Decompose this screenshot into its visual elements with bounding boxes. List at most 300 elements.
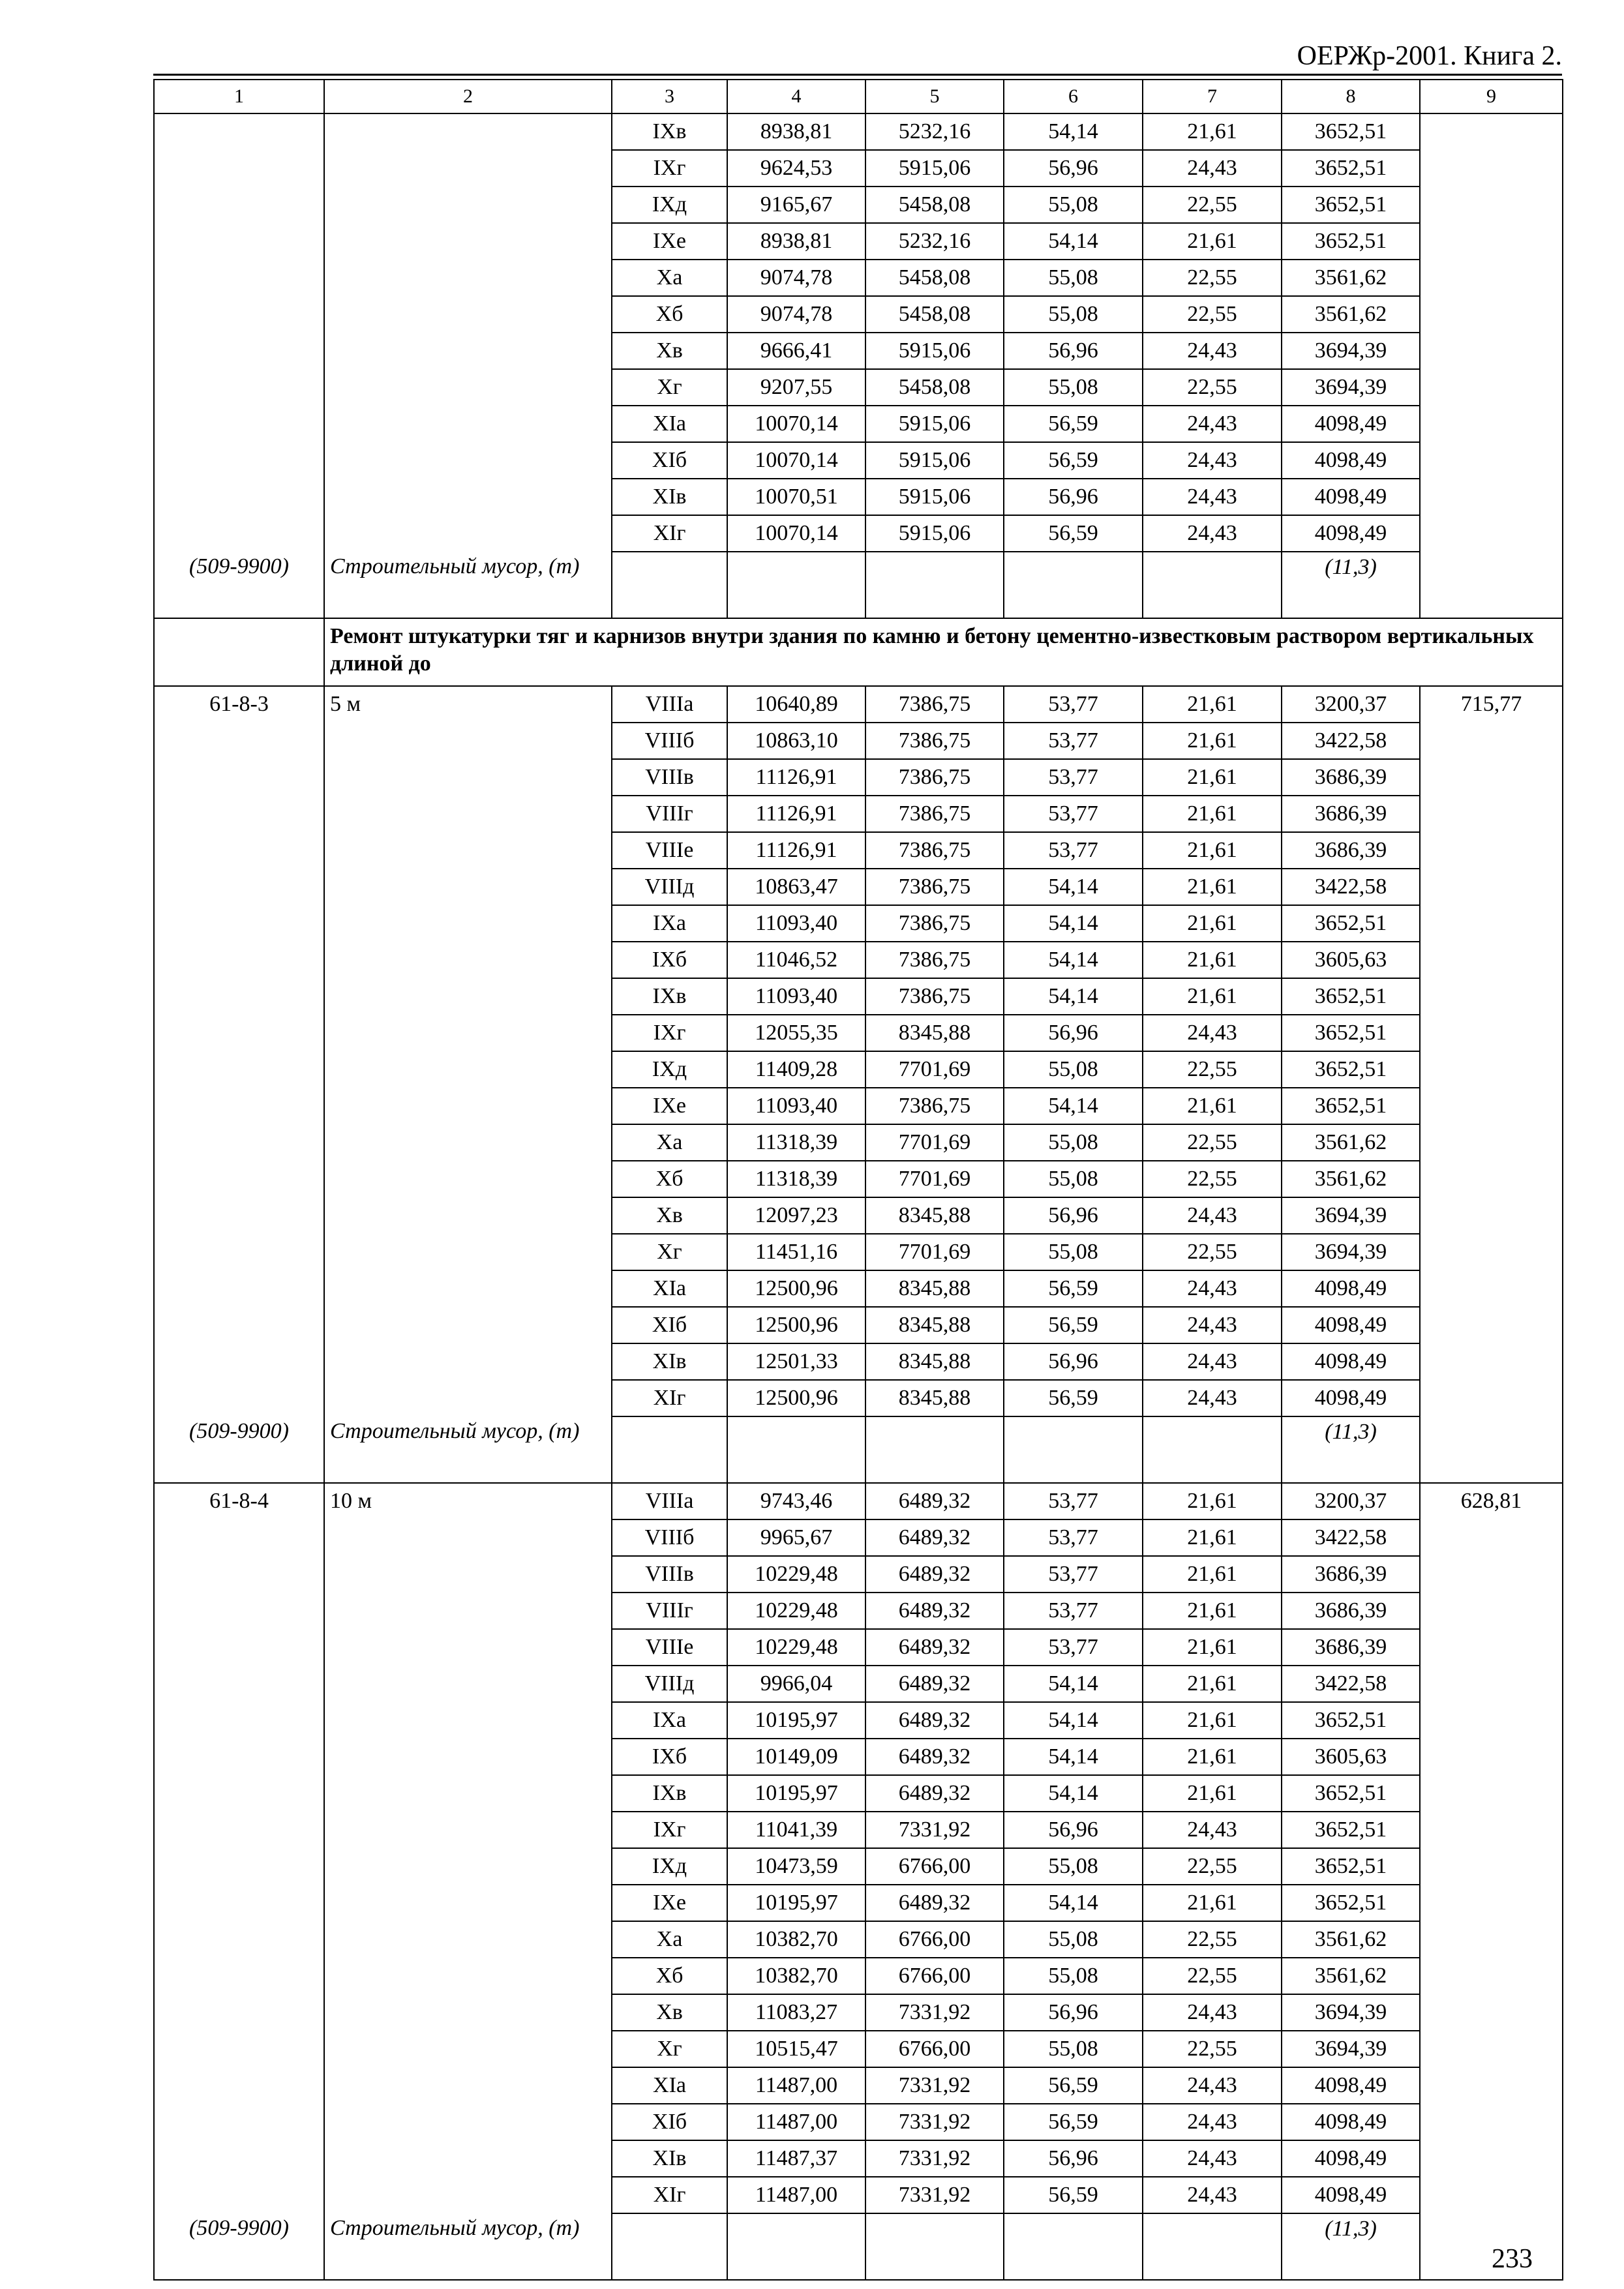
- zone-cell: Xв: [612, 1197, 727, 1234]
- col9-cell: [1420, 1343, 1563, 1380]
- work-name: [324, 1848, 612, 1885]
- value-cell: 56,59: [1004, 2177, 1143, 2213]
- value-cell: 4098,49: [1282, 1380, 1420, 1416]
- table-row: [154, 260, 1563, 296]
- rate-code: [154, 2177, 324, 2213]
- work-name: [324, 150, 612, 187]
- rate-code: [154, 1197, 324, 1234]
- value-cell: 10229,48: [727, 1556, 865, 1593]
- document-title: ОЕРЖр-2001. Книга 2.: [1297, 41, 1562, 71]
- zone-cell: Xа: [612, 1921, 727, 1958]
- zone-cell: IXв: [612, 1775, 727, 1812]
- value-cell: 3694,39: [1282, 1994, 1420, 2031]
- work-name: [324, 1739, 612, 1775]
- value-cell: 10382,70: [727, 1921, 865, 1958]
- value-cell: 5458,08: [865, 187, 1004, 223]
- value-cell: 55,08: [1004, 2031, 1143, 2067]
- value-cell: 3694,39: [1282, 333, 1420, 369]
- col9-cell: [1420, 905, 1563, 942]
- value-cell: 21,61: [1143, 832, 1282, 869]
- column-number: 3: [612, 80, 727, 113]
- col9-cell: [1420, 1885, 1563, 1921]
- debris-row: [154, 2213, 1563, 2280]
- table-row: [154, 1197, 1563, 1234]
- value-cell: 53,77: [1004, 686, 1143, 723]
- value-cell: 24,43: [1143, 1015, 1282, 1051]
- value-cell: 8938,81: [727, 113, 865, 150]
- value-cell: 3652,51: [1282, 223, 1420, 260]
- section-heading: Ремонт штукатурки тяг и карнизов внутри здания по камню и бетону цементно-известковым раствором вертикальных длиной до: [324, 618, 1563, 686]
- value-cell: 3652,51: [1282, 1848, 1420, 1885]
- work-name: [324, 1556, 612, 1593]
- col9-cell: [1420, 1307, 1563, 1343]
- value-cell: 24,43: [1143, 479, 1282, 515]
- value-cell: 3652,51: [1282, 1775, 1420, 1812]
- zone-cell: VIIIв: [612, 1556, 727, 1593]
- value-cell: 5458,08: [865, 296, 1004, 333]
- zone-cell: VIIIв: [612, 759, 727, 796]
- zone-cell: IXв: [612, 113, 727, 150]
- value-cell: 7386,75: [865, 869, 1004, 905]
- value-cell: 4098,49: [1282, 442, 1420, 479]
- empty-cell: [865, 552, 1004, 618]
- col9-cell: [1420, 187, 1563, 223]
- value-cell: 56,96: [1004, 1994, 1143, 2031]
- value-cell: 21,61: [1143, 869, 1282, 905]
- value-cell: 55,08: [1004, 1124, 1143, 1161]
- value-cell: 21,61: [1143, 1739, 1282, 1775]
- table-row: [154, 1483, 1563, 1519]
- rate-code: [154, 1015, 324, 1051]
- value-cell: 10195,97: [727, 1702, 865, 1739]
- value-cell: 3561,62: [1282, 1921, 1420, 1958]
- work-name: [324, 479, 612, 515]
- value-cell: 3422,58: [1282, 869, 1420, 905]
- table-row: [154, 1380, 1563, 1416]
- zone-cell: XIб: [612, 1307, 727, 1343]
- empty-cell: [1143, 1416, 1282, 1483]
- table-row: [154, 1556, 1563, 1593]
- value-cell: 5915,06: [865, 150, 1004, 187]
- value-cell: 5915,06: [865, 442, 1004, 479]
- value-cell: 56,59: [1004, 515, 1143, 552]
- value-cell: 53,77: [1004, 1519, 1143, 1556]
- rate-code: [154, 905, 324, 942]
- rate-code: [154, 479, 324, 515]
- table-row: [154, 1307, 1563, 1343]
- col9-cell: [1420, 333, 1563, 369]
- value-cell: 21,61: [1143, 223, 1282, 260]
- value-cell: 3561,62: [1282, 1958, 1420, 1994]
- empty-cell: [727, 1416, 865, 1483]
- col9-cell: [1420, 942, 1563, 978]
- value-cell: 3694,39: [1282, 1234, 1420, 1270]
- col9-cell: [1420, 1234, 1563, 1270]
- rate-code: [154, 978, 324, 1015]
- value-cell: 53,77: [1004, 1629, 1143, 1666]
- value-cell: 6489,32: [865, 1666, 1004, 1702]
- value-cell: 3652,51: [1282, 113, 1420, 150]
- work-name: [324, 905, 612, 942]
- work-name: [324, 1124, 612, 1161]
- col9-cell: [1420, 260, 1563, 296]
- value-cell: 11487,00: [727, 2177, 865, 2213]
- column-number-row: [154, 80, 1563, 113]
- col9-cell: [1420, 1380, 1563, 1416]
- value-cell: 3605,63: [1282, 1739, 1420, 1775]
- work-name: [324, 1343, 612, 1380]
- value-cell: 6489,32: [865, 1702, 1004, 1739]
- work-name: [324, 296, 612, 333]
- debris-value: (11,3): [1282, 552, 1420, 618]
- value-cell: 11451,16: [727, 1234, 865, 1270]
- value-cell: 56,96: [1004, 2140, 1143, 2177]
- value-cell: 24,43: [1143, 2177, 1282, 2213]
- value-cell: 24,43: [1143, 1197, 1282, 1234]
- table-row: [154, 1343, 1563, 1380]
- zone-cell: VIIIб: [612, 723, 727, 759]
- work-name: [324, 187, 612, 223]
- work-name: [324, 723, 612, 759]
- table-row: [154, 2104, 1563, 2140]
- table-row: [154, 1270, 1563, 1307]
- value-cell: 10473,59: [727, 1848, 865, 1885]
- value-cell: 10070,51: [727, 479, 865, 515]
- value-cell: 11487,00: [727, 2104, 865, 2140]
- work-name: [324, 1921, 612, 1958]
- col9-cell: [1420, 1921, 1563, 1958]
- value-cell: 21,61: [1143, 1593, 1282, 1629]
- rate-code: [154, 1124, 324, 1161]
- col9-cell: [1420, 1775, 1563, 1812]
- value-cell: 10195,97: [727, 1885, 865, 1921]
- value-cell: 3605,63: [1282, 942, 1420, 978]
- column-number: 6: [1004, 80, 1143, 113]
- work-name: [324, 1812, 612, 1848]
- zone-cell: XIа: [612, 406, 727, 442]
- value-cell: 22,55: [1143, 260, 1282, 296]
- value-cell: 21,61: [1143, 942, 1282, 978]
- zone-cell: VIIIб: [612, 1519, 727, 1556]
- zone-cell: Xа: [612, 1124, 727, 1161]
- table-row: [154, 1088, 1563, 1124]
- work-name: [324, 1088, 612, 1124]
- rate-code: [154, 1051, 324, 1088]
- zone-cell: IXг: [612, 150, 727, 187]
- table-row: [154, 1666, 1563, 1702]
- value-cell: 7331,92: [865, 1812, 1004, 1848]
- debris-value: (11,3): [1282, 1416, 1420, 1483]
- rate-code: [154, 260, 324, 296]
- value-cell: 54,14: [1004, 1775, 1143, 1812]
- work-name: [324, 1958, 612, 1994]
- table-row: [154, 442, 1563, 479]
- value-cell: 6766,00: [865, 2031, 1004, 2067]
- col9-cell: [1420, 1270, 1563, 1307]
- value-cell: 3652,51: [1282, 1885, 1420, 1921]
- empty-cell: [1143, 2213, 1282, 2280]
- value-cell: 7331,92: [865, 2177, 1004, 2213]
- value-cell: 6766,00: [865, 1958, 1004, 1994]
- rate-code: [154, 796, 324, 832]
- value-cell: 22,55: [1143, 296, 1282, 333]
- rate-code: [154, 113, 324, 150]
- value-cell: 12500,96: [727, 1270, 865, 1307]
- value-cell: 10070,14: [727, 515, 865, 552]
- debris-code: (509-9900): [154, 1416, 324, 1483]
- value-cell: 4098,49: [1282, 479, 1420, 515]
- zone-cell: IXе: [612, 223, 727, 260]
- value-cell: 4098,49: [1282, 2140, 1420, 2177]
- empty-cell: [865, 2213, 1004, 2280]
- col9-cell: [1420, 723, 1563, 759]
- empty-cell: [612, 1416, 727, 1483]
- value-cell: 10149,09: [727, 1739, 865, 1775]
- col9-cell: [1420, 369, 1563, 406]
- value-cell: 4098,49: [1282, 1307, 1420, 1343]
- table-row: [154, 1593, 1563, 1629]
- value-cell: 3686,39: [1282, 1629, 1420, 1666]
- value-cell: 4098,49: [1282, 406, 1420, 442]
- work-name: [324, 1307, 612, 1343]
- value-cell: 21,61: [1143, 686, 1282, 723]
- value-cell: 11046,52: [727, 942, 865, 978]
- rate-code: [154, 223, 324, 260]
- col9-cell: [1420, 796, 1563, 832]
- value-cell: 12500,96: [727, 1307, 865, 1343]
- value-cell: 3652,51: [1282, 187, 1420, 223]
- col9-cell: [1420, 1519, 1563, 1556]
- col9-cell: [1420, 1666, 1563, 1702]
- value-cell: 22,55: [1143, 1958, 1282, 1994]
- col9-cell: [1420, 1994, 1563, 2031]
- value-cell: 3652,51: [1282, 1702, 1420, 1739]
- value-cell: 12500,96: [727, 1380, 865, 1416]
- empty-cell: [1004, 2213, 1143, 2280]
- page-header: [153, 34, 1562, 76]
- empty-cell: [1420, 552, 1563, 618]
- work-name: [324, 1519, 612, 1556]
- col9-cell: [1420, 1848, 1563, 1885]
- value-cell: 55,08: [1004, 296, 1143, 333]
- rate-code: [154, 1994, 324, 2031]
- empty-cell: [1004, 1416, 1143, 1483]
- work-name: [324, 796, 612, 832]
- col9-cell: [1420, 296, 1563, 333]
- rate-code: [154, 296, 324, 333]
- rate-code: [154, 2067, 324, 2104]
- value-cell: 56,96: [1004, 1015, 1143, 1051]
- value-cell: 4098,49: [1282, 2067, 1420, 2104]
- zone-cell: Xб: [612, 1161, 727, 1197]
- work-name: [324, 1885, 612, 1921]
- rate-code: [154, 723, 324, 759]
- value-cell: 11093,40: [727, 1088, 865, 1124]
- col9-cell: [1420, 515, 1563, 552]
- value-cell: 7386,75: [865, 905, 1004, 942]
- column-number: 4: [727, 80, 865, 113]
- value-cell: 6489,32: [865, 1629, 1004, 1666]
- table-row: [154, 1775, 1563, 1812]
- value-cell: 3200,37: [1282, 686, 1420, 723]
- value-cell: 11126,91: [727, 832, 865, 869]
- value-cell: 8938,81: [727, 223, 865, 260]
- value-cell: 55,08: [1004, 1051, 1143, 1088]
- table-row: [154, 369, 1563, 406]
- work-name: [324, 1197, 612, 1234]
- rate-code: [154, 1593, 324, 1629]
- rate-code: [154, 515, 324, 552]
- rate-code: [154, 1307, 324, 1343]
- work-name: [324, 2067, 612, 2104]
- rate-code: [154, 442, 324, 479]
- value-cell: 6489,32: [865, 1519, 1004, 1556]
- col9-cell: [1420, 1593, 1563, 1629]
- value-cell: 7386,75: [865, 686, 1004, 723]
- table-row: [154, 1848, 1563, 1885]
- table-row: [154, 1015, 1563, 1051]
- empty-cell: [1143, 552, 1282, 618]
- col9-cell: [1420, 113, 1563, 150]
- empty-cell: [865, 1416, 1004, 1483]
- value-cell: 8345,88: [865, 1380, 1004, 1416]
- column-number: 9: [1420, 80, 1563, 113]
- value-cell: 11409,28: [727, 1051, 865, 1088]
- empty-cell: [612, 552, 727, 618]
- col9-cell: [1420, 1629, 1563, 1666]
- table-row: [154, 1812, 1563, 1848]
- work-name: [324, 1702, 612, 1739]
- zone-cell: IXг: [612, 1015, 727, 1051]
- table-row: [154, 1958, 1563, 1994]
- value-cell: 3561,62: [1282, 296, 1420, 333]
- zone-cell: Xб: [612, 296, 727, 333]
- value-cell: 22,55: [1143, 1848, 1282, 1885]
- value-cell: 24,43: [1143, 2140, 1282, 2177]
- rate-code: [154, 1629, 324, 1666]
- value-cell: 3422,58: [1282, 1666, 1420, 1702]
- value-cell: 8345,88: [865, 1197, 1004, 1234]
- value-cell: 10229,48: [727, 1593, 865, 1629]
- zone-cell: XIб: [612, 442, 727, 479]
- value-cell: 10070,14: [727, 406, 865, 442]
- value-cell: 7701,69: [865, 1161, 1004, 1197]
- col9-cell: [1420, 1197, 1563, 1234]
- value-cell: 3561,62: [1282, 260, 1420, 296]
- value-cell: 4098,49: [1282, 2104, 1420, 2140]
- col9-cell: [1420, 442, 1563, 479]
- value-cell: 9074,78: [727, 260, 865, 296]
- value-cell: 21,61: [1143, 1629, 1282, 1666]
- work-name: [324, 1051, 612, 1088]
- value-cell: 56,59: [1004, 2104, 1143, 2140]
- work-name: [324, 1629, 612, 1666]
- zone-cell: IXа: [612, 1702, 727, 1739]
- header-rule: [153, 74, 1562, 76]
- value-cell: 3561,62: [1282, 1124, 1420, 1161]
- value-cell: 53,77: [1004, 1593, 1143, 1629]
- col9-cell: 628,81: [1420, 1483, 1563, 1519]
- work-name: [324, 1666, 612, 1702]
- value-cell: 7386,75: [865, 796, 1004, 832]
- value-cell: 24,43: [1143, 515, 1282, 552]
- zone-cell: VIIIд: [612, 1666, 727, 1702]
- value-cell: 53,77: [1004, 796, 1143, 832]
- value-cell: 11093,40: [727, 905, 865, 942]
- column-number: 5: [865, 80, 1004, 113]
- col9-cell: [1420, 223, 1563, 260]
- value-cell: 54,14: [1004, 1666, 1143, 1702]
- value-cell: 24,43: [1143, 1343, 1282, 1380]
- debris-value: (11,3): [1282, 2213, 1420, 2280]
- value-cell: 21,61: [1143, 1666, 1282, 1702]
- col9-cell: [1420, 1958, 1563, 1994]
- rate-code: [154, 1556, 324, 1593]
- rate-code: [154, 406, 324, 442]
- value-cell: 21,61: [1143, 1088, 1282, 1124]
- value-cell: 5915,06: [865, 479, 1004, 515]
- table-row: [154, 150, 1563, 187]
- zone-cell: XIг: [612, 1380, 727, 1416]
- empty-cell: [727, 552, 865, 618]
- zone-cell: VIIIд: [612, 869, 727, 905]
- value-cell: 54,14: [1004, 113, 1143, 150]
- table-row: [154, 1739, 1563, 1775]
- value-cell: 10863,10: [727, 723, 865, 759]
- table-row: [154, 2067, 1563, 2104]
- work-name: [324, 1775, 612, 1812]
- value-cell: 8345,88: [865, 1343, 1004, 1380]
- value-cell: 3652,51: [1282, 1812, 1420, 1848]
- rate-code: [154, 1234, 324, 1270]
- value-cell: 4098,49: [1282, 2177, 1420, 2213]
- table-row: [154, 1161, 1563, 1197]
- rate-code: [154, 187, 324, 223]
- value-cell: 22,55: [1143, 187, 1282, 223]
- value-cell: 5458,08: [865, 260, 1004, 296]
- value-cell: 9743,46: [727, 1483, 865, 1519]
- zone-cell: Xг: [612, 1234, 727, 1270]
- value-cell: 9966,04: [727, 1666, 865, 1702]
- value-cell: 6766,00: [865, 1921, 1004, 1958]
- value-cell: 6489,32: [865, 1885, 1004, 1921]
- value-cell: 6489,32: [865, 1739, 1004, 1775]
- zone-cell: XIа: [612, 1270, 727, 1307]
- value-cell: 8345,88: [865, 1270, 1004, 1307]
- value-cell: 3652,51: [1282, 978, 1420, 1015]
- value-cell: 5915,06: [865, 515, 1004, 552]
- value-cell: 5232,16: [865, 113, 1004, 150]
- zone-cell: Xг: [612, 2031, 727, 2067]
- value-cell: 54,14: [1004, 978, 1143, 1015]
- work-name: [324, 2031, 612, 2067]
- work-name: [324, 369, 612, 406]
- value-cell: 3694,39: [1282, 369, 1420, 406]
- work-name: 5 м: [324, 686, 612, 723]
- work-name: [324, 2177, 612, 2213]
- value-cell: 56,96: [1004, 150, 1143, 187]
- table-row: [154, 759, 1563, 796]
- value-cell: 10229,48: [727, 1629, 865, 1666]
- value-cell: 24,43: [1143, 1812, 1282, 1848]
- table-row: [154, 1519, 1563, 1556]
- value-cell: 55,08: [1004, 1234, 1143, 1270]
- value-cell: 21,61: [1143, 113, 1282, 150]
- value-cell: 21,61: [1143, 1885, 1282, 1921]
- column-number: 8: [1282, 80, 1420, 113]
- value-cell: 3686,39: [1282, 1593, 1420, 1629]
- value-cell: 3652,51: [1282, 1088, 1420, 1124]
